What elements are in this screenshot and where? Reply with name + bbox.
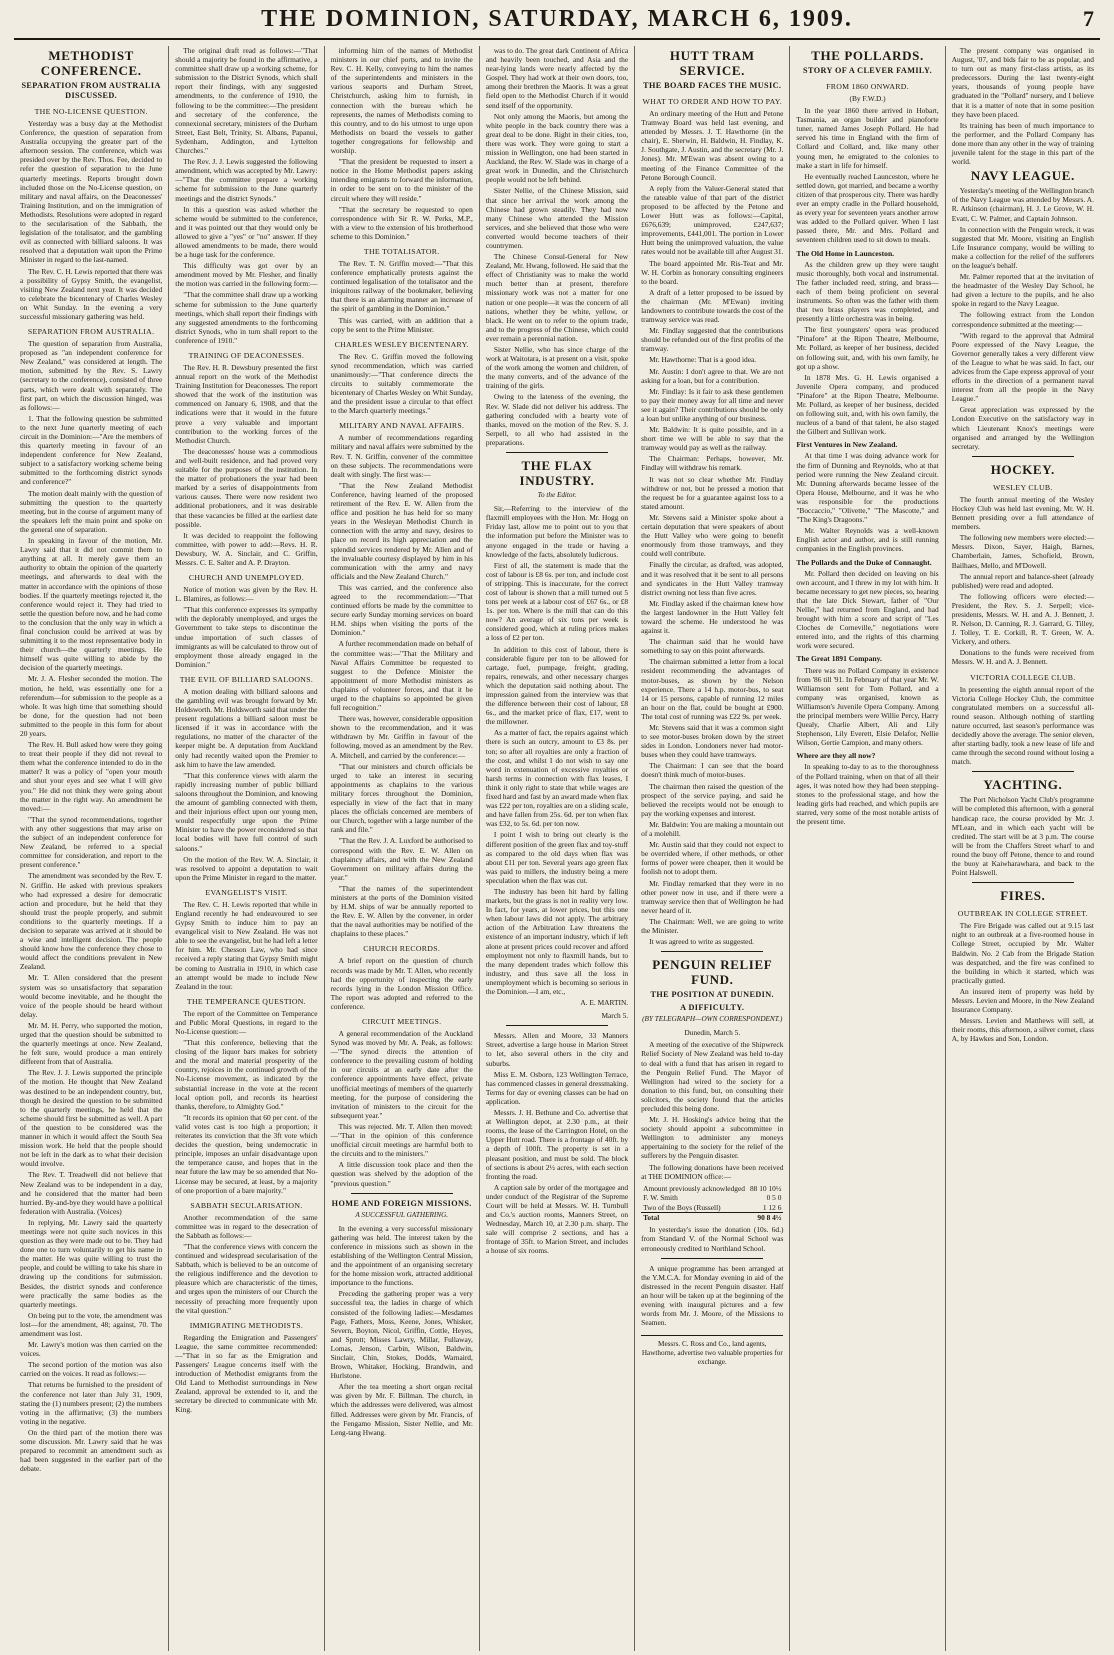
subtitle: (BY TELEGRAPH—OWN CORRESPONDENT.): [642, 1015, 783, 1024]
section-heading: WESLEY CLUB.: [993, 482, 1053, 492]
paragraph: Mr. J. H. Hosking's advice being that the society should appoint a subcommittee in Wellington to administer any moneys appertaining to the society for the relief of the sufferers by the Penguin disaster.: [641, 1115, 784, 1161]
paragraph: Mr. Pollard then decided on leaving on his own account, and I threw in my lot with him. It became necessary to get new pieces, so, hearing that the late Dick Stewart, father of "Our Nellie," had returned from England, and had brought with him a score and script of "Les Cloches de Corneville," negotiations were entered into, and the rights of this charming work were secured.: [796, 568, 939, 651]
paragraph: "That the synod recommendations, together with any other suggestions that may arise on the subject of an independent conference for New Zealand, be referred to a special committee for consideration, and report to the present conference.": [20, 814, 163, 870]
paragraph: The original draft read as follows:—"That should a majority be found in the affirmative, a committee shall draw up a working scheme, for submission to the District Synods, which shall report their findings, with any suggested amendments, to the conference of 1910, the following to be the committee:—The president and secretary of the conference, the connexional secretary, ministers of the Durham Street, East Belt, Trinity, St. Albans, Papanui, Sydenham, Addington, and Lyttelton Churches.": [175, 46, 318, 156]
paragraph: The annual report and balance-sheet (already published) were read and adopted.: [951, 571, 1094, 590]
byline: (By F.W.D.): [849, 94, 886, 103]
headline: THE POLLARDS.: [811, 48, 924, 63]
section-heading: THE EVIL OF BILLIARD SALOONS.: [179, 674, 314, 684]
paragraph: "That the conference views with concern the continued and widespread secularisation of the Sabbath, which is believed to be an outcome of the religious indifference and the devotion to pleasure which are characteristic of the times, and urges upon the ministers of our Church the necessity of preaching more frequently upon the vital question.": [175, 1241, 318, 1315]
paragraph: Messrs. Levien and Matthews will sell, at their rooms, this afternoon, a silver cornet, class A, by Hawkes and Son, London.: [951, 1016, 1094, 1044]
section-heading: CHURCH RECORDS.: [363, 944, 441, 954]
section-heading: CIRCUIT MEETINGS.: [361, 1017, 442, 1026]
paragraph: There was, however, considerable opposition shown to the recommendation, and it was withdrawn by Mr. Griffin in favour of the following, moved as an amendment by the Rev. A. Mitchell, and carried by the conference:—: [330, 714, 473, 760]
section-heading: VICTORIA COLLEGE CLUB.: [970, 672, 1076, 682]
paragraph: After the tea meeting a short organ recital was given by Mr. F. Billman. The church, in which the addresses were delivered, was almost filled. Addresses were given by Mr. Francis, of the Fengamo Mission, Sister Nellie, and Mr. Leng-tang Hwang.: [330, 1382, 473, 1437]
paragraph: The Fire Brigade was called out at 9.15 last night to an outbreak at a five-roomed house in College Street, occupied by Mr. Walter Baldwin. No. 2 Cab from the Brigade Station was despatched, and the fire was confined to the building in which it started, which was practically gutted.: [951, 921, 1094, 985]
paragraph: The following extract from the London correspondence submitted at the meeting:—: [951, 310, 1094, 329]
headline: YACHTING.: [983, 777, 1063, 793]
paragraph: The Rev. T. Treadwell did not believe that New Zealand was to be independent in a day, and he considered that the matter had been hurried. By-and-bye they would have a political federation with Australia. (Voices): [20, 1170, 163, 1216]
paragraph: The Chairman: Perhaps, however, Mr. Findlay will withdraw his remark.: [641, 454, 784, 473]
section-heading: THE TOTALISATOR.: [363, 246, 440, 256]
paragraph: The fourth annual meeting of the Wesley Hockey Club was held last evening, Mr. W. H. Bennett presiding over a full attendance of members.: [951, 494, 1094, 532]
paragraph: The Rev. C. H. Lewis reported that there was a possibility of Gypsy Smith, the evangelist, visiting New Zealand next year. It was decided to celebrate the bicentenary of Charles Wesley on Whit Sunday. In the evening a very successful missionary gathering was held.: [20, 266, 163, 321]
paragraph: Mr. M. H. Perry, who supported the motion, urged that the question should be submitted to the quarterly meetings at once. New Zealand, he felt sure, would produce a man entirely different from that of Australia.: [20, 1020, 163, 1067]
paragraph: The chairman said that he would have something to say on this point afterwards.: [641, 637, 784, 656]
paragraph: Messrs. J. H. Bethune and Co. advertise that at Wellington depot, at 2.30 p.m., at their rooms, the lease of the Carrington Hotel, on the Upper Hutt road. There is a frontage of 40ft. by a depth of 100ft. The property is set in a pleasant position, and must be sold. The block of sections is about 2½ acres, with each section fronting the road.: [485, 1108, 629, 1181]
paragraph: Mr. Findlay: Is it fair to ask these gentlemen to pay their money away for all time and never see it again? Their contributions should be only a loan but unlike anything of our business.: [641, 386, 784, 423]
paragraph: The Chairman: Well, we are going to write the Minister.: [641, 916, 784, 935]
divider-rule: [661, 1258, 763, 1259]
signature: A. E. MARTIN.: [580, 998, 629, 1008]
paragraph: Mr. Baldwin: It is quite possible, and in a short time we will be able to say that the tramway would pay as well as the railway.: [641, 425, 784, 453]
paragraph: Yesterday was a busy day at the Methodist Conference, the question of separation from Australia occupying the greater part of the afternoon session. The conference, which was presided over by the Rev. Thos. Fee, decided to refer the question of separation to the June quarterly meetings. Reports brought down included those on the No-License question, on military and naval affairs, on the Deaconesses' Training Institution, and on the immigration of Methodists. Resolutions were adopted in regard to the secularisation of the Sabbath, the legislation of the totalisator, and the gambling evil as connected with billiard saloons. It was resolved that a deputation wait upon the Prime Minister in regard to the last-named.: [20, 119, 163, 265]
paragraph: Great appreciation was expressed by the London Executive on the satisfactory way in which Lieutenant Knox's meetings were organised and arranged by the Wellington secretary.: [951, 405, 1094, 451]
paragraph: There was no Pollard Company in existence from '86 till '91. In February of that year Mr. W. Williamson sent for Tom Pollard, and a company was organised, known as Williamson's Juvenile Opera Company. Among the principal members were Willie Percy, Harry Quealy, Charlie Albert, Ali and Lily Stephenson, Lily Everett, Elsie Delafor, Nellie Wilson, Gertie Campion, and many others.: [796, 665, 939, 748]
headline: HOCKEY.: [990, 461, 1055, 477]
subheadline: A DIFFICULTY.: [680, 1003, 745, 1013]
donation-row: [641, 1193, 783, 1202]
paragraph: A general recommendation of the Auckland Synod was moved by Mr. A. Peak, as follows:—"The synod directs the attention of conference to the prevailing custom of holding in our circuits at an early date after the conference appointments have effect, private unofficial meetings of members of the quarterly meeting, for the purpose of considering the invitation of ministers to the circuit for the subsequent year.": [330, 1029, 473, 1120]
paragraph: "With regard to the approval that Admiral Poore expressed of the Navy League, the Governor generally takes a very different view of the League to what he was said. In fact, our advices from the Cape express approval of your efforts in the direction of a permanent naval interest from all the people in the Navy League.": [951, 330, 1094, 404]
divider-rule: [351, 1193, 453, 1194]
paragraph: A brief report on the question of church records was made by Mr. T. Allen, who recently had the opportunity of inspecting the early records lying in the London Mission Office. The report was adopted and referred to the conference.: [330, 956, 473, 1011]
paragraph: Sister Nellie, who has since charge of the work at Waitotara, is at present on a visit, spoke of the work among the women and children, of the many converts, and of the advance of the training of the girls.: [485, 345, 629, 391]
paragraph: "That the secretary be requested to open correspondence with Sir R. W. Perks, M.P., with a view to the extension of his brotherhood scheme to this Dominion.": [330, 204, 473, 241]
paragraph: A number of recommendations regarding military and naval affairs were submitted by the Rev. T. N. Griffin, convener of the committee on these subjects. The recommendations were dealt with singly. The first was:—: [330, 433, 473, 479]
paragraph: As the children grew up they were taught music thoroughly, both vocal and instrumental. The father included reed, string, and brass—each of them being proficient on several instruments. So often was the father with them that two brass players was completed, and presently a little orchestra was in being.: [796, 259, 939, 324]
paragraph: 1. That the following question be submitted to the next June quarterly meeting of each circuit in the Dominion:—"Are the members of this quarterly meeting in favour of an independent conference for New Zealand, subject to a satisfactory working scheme being submitted to the forthcoming district synods and conference?": [20, 413, 163, 487]
paragraph: It was agreed to write as suggested.: [649, 937, 754, 947]
subheadline: THE BOARD FACES THE MUSIC.: [643, 81, 782, 90]
paragraph: On the motion of the Rev. W. A. Sinclair, it was resolved to appoint a deputation to wait upon the Prime Minister in regard to the matter.: [175, 854, 318, 882]
paragraph: A caption sale by order of the mortgagee and under conduct of the Registrar of the Supreme Court will be held at Messrs. W. H. Turnbull and Co.'s auction rooms, Manners Street, on Wednesday, March 10, at 2.30 p.m. sharp. The sale will comprise 2 sections, and has a frontage of 35ft. to Marion Street, and includes a house of six rooms.: [485, 1182, 629, 1256]
donations-table: [641, 1184, 783, 1223]
paragraph: I point I wish to bring out clearly is the different position of the green flax and toy-stuff as compared to the old days when flax was about £11 per ton. Several years ago green flax was paid to millers, the industry being a mere speculation when the flax was cut.: [485, 830, 629, 885]
paragraph: This was carried, with an addition that a copy be sent to the Prime Minister.: [330, 315, 473, 334]
paragraph: Mr. Findlay remarked that they were in no other power now in use, and if there were a tramway service then that of Wellington he had never heard of it.: [641, 878, 784, 915]
paragraph: Mr. J. A. Flesher seconded the motion. The motion, he held, was essentially one for a referendum—for submission to the people as a whole. It was high time that something should be done, for the question had not been submitted to the people in this form for about 20 years.: [20, 674, 163, 738]
donation-label: Two of the Boys (Russell): [643, 1202, 721, 1212]
paragraph: The following new members were elected:—Messrs. Dixon, Sayer, Haigh, Barnes, Chamberlain, James, Schofield, Brown, Bailhaes, Mello, and M'Dowell.: [951, 533, 1094, 570]
paragraph: Sir,—Referring to the interview of the flaxmill employees with the Hon. Mr. Hogg on Friday last, allow me to point out to you that the information put before the Minister was to anyone engaged in the trade or having a knowledge of the facts, absolutely ludicrous.: [485, 504, 629, 559]
masthead: [14, 0, 1100, 40]
subheadline: SEPARATION FROM AUSTRALIA DISCUSSED.: [21, 81, 161, 100]
donation-label: Amount previously acknowledged: [643, 1183, 745, 1193]
paragraph: First of all, the statement is made that the cost of labour is £8 6s. per ton, and include cost of stripping. This is inaccurate, for the correct cost of labour is shown that a mill turned out 5 tons per week at a labour cost of £67 6s., or £8 1s. per ton. Where is the mill that can do this now? An average of six tons per week is considered good, which at ruling prices makes a loss of £2 per ton.: [485, 560, 629, 643]
paragraph: "That the names of the superintendent ministers at the ports of the Dominion visited by H.M. ships of war be annually reported to the Rev. E. W. Allen by the convener, in order that the naval authorities may be notified of the chaplains to these places.": [330, 883, 473, 939]
donation-amount: 1 12 6: [762, 1202, 782, 1212]
subtitle: A SUCCESSFUL GATHERING.: [355, 1210, 449, 1219]
paragraph: "That this conference views with alarm the rapidly increasing number of public billiard saloons throughout the Dominion, and knowing the amount of gambling connected with them, and their injurious effect upon our young men, would respectfully urge upon the Prime Minister to have the power reconsidered so that local bodies will have full control of such saloons.": [175, 770, 318, 853]
paragraph: The industry has been hit hard by falling markets, but the grass is not in reality very low. In fact, for years, at lower prices, but this one when labour laws did not apply. The arbitrary action of the Arbitration Law threatens the existence of an important industry, which if left alone at present prices could recover and afford employment not only to flaxmill hands, but to the many dependent trades which follow this industry, and thus save all the loss in unemployment which is becoming so serious in the Dominion.—I am, etc.,: [485, 886, 629, 996]
headline: FIRES.: [1000, 888, 1046, 904]
paragraph: Not only among the Maoris, but among the white people in the back country there was a great deal to be done. Right in their cities, too, there was work. They were going to start a mission in Wellington, one had been started in Auckland, the Rev. W. Slade was in charge of a great work in Dunedin, and the Christchurch people would not be left behind.: [485, 111, 629, 185]
subheadline: STORY OF A CLEVER FAMILY.: [803, 66, 933, 75]
paragraph: A unique programme has been arranged at the Y.M.C.A. for Monday evening in aid of the distressed in the recent Penguin disaster. Half an hour will be taken up at the beginning of the evening with inaugural pictures and a few words from Mr. J. Moore, of the Missions to Seamen.: [641, 1263, 784, 1328]
paragraph: Mr. T. Allen considered that the present system was so unsatisfactory that separation would become inevitable, and he thought the voice of the people should be heard without delay.: [20, 973, 163, 1019]
paragraph: The following officers were elected:—President, the Rev. S. J. Serpell; vice-presidents, Messrs. W. H. and A. J. Bennett, J. R. Nelson, D. Canning, R. J. Garrard, G. Tilley, J. Tolley, T. E. Corkill, R. T. Green, W. A. Vickery, and others.: [951, 591, 1094, 647]
paragraph: On being put to the vote, the amendment was lost—for the amendment, 48; against, 70. The amendment was lost.: [20, 1310, 163, 1338]
page-number: 7: [1083, 6, 1094, 31]
column-2: [169, 46, 324, 1651]
paragraph: A reply from the Valuer-General stated that the rateable value of that part of the district proposed to be affected by the Petone and Lower Hutt was as follows:—Capital, £676,639; unimproved, £247,637; improvements, £441,001. The portion in Lower Hutt being the unimproved valuation, the value rates would not be available till after August 31.: [641, 183, 784, 257]
divider-rule: [661, 951, 763, 952]
side-heading: Where are they all now?: [796, 751, 876, 761]
paragraph: The present company was organised in August, '07, and bids fair to be as popular, and to turn out as many first-class artists, as its predecessors. During the last twenty-eight years, thousands of young people have graduated in the "Pollard" nursery, and I believe that it is a matter of note that in some position they have been placed.: [951, 46, 1094, 119]
side-heading: First Ventures in New Zealand.: [796, 440, 898, 450]
paragraph: The amendment was seconded by the Rev. T. N. Griffin. He asked with previous speakers who had expressed a desire for democratic action and procedure, but he held that they should trust the people properly, and submit conditions to the quarterly meetings. If a decision to separate was arrived at it should be a wise and intelligent decision. The people should know how the conference they chose to would affect the conditions prevalent in New Zealand.: [20, 871, 163, 972]
section-heading: TRAINING OF DEACONESSES.: [188, 351, 305, 360]
divider-rule: [506, 1025, 608, 1026]
subtitle: To the Editor.: [537, 491, 577, 500]
paragraph: The Chinese Consul-General for New Zealand, Mr. Hwang, followed. He said that the effect of Christianity was to make the world much better than at present, therefore missionary work was not a matter for one nation or one people—it was the concern of all nations, whether they be white, yellow, or black. He went on to refer to the opium trade, and to the progress of the Chinese, which could ever remain a perennial nation.: [485, 252, 629, 343]
paragraph: The Rev. J. J. Lewis supported the principle of the motion. He thought that New Zealand was destined to be an independent country, but, though he desired the question to be submitted to the quarterly meetings, he held that the scheme should first be submitted as well. A part of the question to be considered was the manner in which it would affect the South Sea mission work. He held that the people should not be left in the dark as to what their decision would involve.: [20, 1068, 163, 1169]
paragraph: Mr. Austin: I don't agree to that. We are not asking for a loan, but for a contribution.: [641, 366, 784, 385]
headline: NAVY LEAGUE.: [970, 168, 1075, 184]
section-heading: CHURCH AND UNEMPLOYED.: [188, 573, 304, 583]
paragraph: An ordinary meeting of the Hutt and Petone Tramway Board was held last evening, and attended by Messrs. J. T. Hawthorne (in the chair), E. Sherwin, H. Baldwin, H. Findlay, K. J. Southgate, J. Austin, and the secretary (Mr. J. Jones). Mr. M'Ewan was absent owing to a meeting of the Finance Committee of the Petone Borough Council.: [641, 109, 784, 182]
paragraph: The Rev. J. J. Lewis suggested the following amendment, which was accepted by Mr. Lawry:—"That the committee prepare a working scheme for submission to the June quarterly meetings and the district Synods.": [175, 157, 318, 203]
paragraph: Messrs. Allen and Moore, 33 Manners Street, advertise a large house in Marion Street to let, also several others in the city and suburbs.: [485, 1031, 629, 1068]
donation-total-row: [641, 1212, 783, 1222]
donation-label: F. W. Smith: [643, 1193, 678, 1203]
paragraph: In speaking in favour of the motion, Mr. Lawry said that it did not commit them to anything at all. It merely gave them an authority to obtain the opinion of the quarterly meetings, and afterwards to deal with the matter in accordance with the opinions of those bodies. If the quarterly meetings rejected it, the conference would reject it. They had tried to settle the question before now, and he had come to the conclusion that the only way in which a final conclusion could be arrived at was by submitting it to the most representative body in their church—the quarterly meetings. He himself was quite willing to abide by the decision of the quarterly meetings.: [20, 536, 163, 673]
paragraph: Mr. Stevens said a Minister spoke about a certain deputation that were speakers of about the Hutt Valley who were going to benefit enormously from those tramways, and they could well contribute.: [641, 512, 784, 559]
side-heading: The Great 1891 Company.: [796, 654, 882, 664]
paragraph: Another recommendation of the same committee was in regard to the desecration of the Sabbath as follows:—: [175, 1212, 318, 1240]
paragraph: In this a question was asked whether the scheme would be submitted to the conference, and it was pointed out that they would only be allowed to give a "yes" or "no" answer. If they allowed amendments to be made, there would be a huge task for the conference.: [175, 204, 318, 260]
divider-rule: [506, 452, 608, 453]
donation-total-amount: 90 8 4½: [748, 1212, 784, 1222]
subheadline: HOME AND FOREIGN MISSIONS.: [331, 1198, 472, 1208]
paragraph: The board appointed Mr. Ris-Teat and Mr. W. H. Corbin as honorary consulting engineers to the board.: [641, 258, 784, 286]
paragraph: Regarding the Emigration and Passengers' League, the same committee recommended:—"That in so far as the Emigration and Passengers' League concerns itself with the introduction of Methodist emigrants from the Old Land to Methodist surroundings in New Zealand, approval be extended to it, and the secretary be directed to communicate with Mr. King.: [175, 1332, 318, 1415]
paragraph: Mr. Hawthorne: That is a good idea.: [649, 355, 757, 365]
paragraph: The Rev. C. Griffin moved the following synod recommendation, which was carried unanimously:—"That conference directs the circuits to suitably commemorate the bicentenary of Charles Wesley on Whit Sunday, and the president issue a circular to that effect to the March quarterly meetings.": [330, 351, 473, 416]
section-heading: MILITARY AND NAVAL AFFAIRS.: [339, 421, 465, 431]
paragraph: As a matter of fact, the repairs against which there is such an outcry, amount to £3 8s. per ton; so after all royalties are only a fraction of the cost, and whilst I do not wish to say one word in extenuation of excessive royalties or harsh terms in connection with flax leases, I think it only right to state that while wages are fixed hard and fast by an award made when flax was £22 per ton, royalties are on a sliding scale, and have fallen from 25s. 6d. per ton when flax was £32, to 5s. 6d. per ton now.: [485, 728, 629, 829]
paragraph: The question of separation from Australia, proposed as "an independent conference for New Zealand," was considered at length. The motion, submitted by the Rev. S. Lawry (secretary to the conference), consisted of three parts, which were dealt with separately. The first part, on which the discussion hinged, was as follows:—: [20, 339, 163, 412]
paragraph: Mr. Stevens said that it was a common sight to see motor-buses broken down by the street sides in London. Londoners never had motor-buses when they could have tramways.: [641, 723, 784, 760]
side-heading: The Pollards and the Duke of Connaught.: [796, 557, 932, 567]
section-heading: IMMIGRATING METHODISTS.: [189, 1320, 304, 1330]
paragraph: "That this conference, believing that the closing of the liquor bars makes for sobriety and the moral and material prosperity of the country, rejoices in the continued growth of the No-License movement, as indicated by the substantial increase in the vote at the recent local option poll, and records its heartiest thanks, therefore, to Almighty God.": [175, 1038, 318, 1111]
paragraph: An insured item of property was held by Messrs. Levien and Moore, in the New Zealand Insurance Company.: [951, 986, 1094, 1015]
paragraph: Finally the circular, as drafted, was adopted, and it was resolved that it be sent to all persons and syndicates in the Hutt Valley tramway district owning not less than five acres.: [641, 560, 784, 597]
paragraph: The second portion of the motion was also carried on the voices. It read as follows:—: [20, 1360, 163, 1379]
paragraph: Miss E. M. Osborn, 123 Wellington Terrace, has commenced classes in general dressmaking. Terms for day or evening classes can be had on application.: [485, 1069, 629, 1106]
paragraph: Mr. Baldwin: You are making a mountain out of a molehill.: [641, 819, 784, 839]
paragraph: In addition to this cost of labour, there is considerable figure per ton to be allowed for cartage, fuel, pumpage, freight, grading, repairs, renewals, and other necessary charges which the deputation said nothing about. The impression gained from the interview was that the difference between their cost of labour, £8 6s., and the market price of flax, £17, went to the millowner.: [485, 644, 629, 727]
paragraph: Preceding the gathering proper was a very successful tea, the ladies in charge of which consisted of the following ladies:—Mesdames Page, Fathers, Moss, Keene, Jones, Whisker, Severn, Boyton, Nicol, Griffin, Cottle, Heyes, and Sprott; Misses Lawry, Millar, Fullaway, Lomas, Jenson, Carbin, Wilson, Baldwin, Sinclair, Chin, Stokes, Dodds, Warnaird, Brown, Whitaker, Hocking, Brandwin, and Hurlstone.: [330, 1289, 473, 1381]
headline: THE FLAX INDUSTRY.: [519, 458, 595, 489]
paragraph: It was decided to reappoint the following committee, with power to add:—Revs. H. R. Dewsbury, W. A. Sinclair, and C. Griffin, Messrs. C. E. Salter and A. P. Drayton.: [175, 530, 318, 567]
section-heading: THE TEMPERANCE QUESTION.: [186, 996, 306, 1006]
paragraph: Its training has been of much importance to the performer, and the Pollard Company has done more than any other in the way of training juvenile talent for the stage in this part of the world.: [951, 120, 1094, 167]
paragraph: The Port Nicholson Yacht Club's programme will be completed this afternoon, with a general handicap race, the course provided by Mr. J. M'Lean, and in which each yacht will be credited. The start will be at 3 p.m. The course will be from the Chaffers Street wharf to and round the buoy off Petone, thence to and round the buoy at Kaiwharawhara, and back to the Point Halswell.: [951, 795, 1094, 878]
paragraph: The chairman submitted a letter from a local resident recommending the advantages of motor-buses, as shown by the Nelson experience. There a 14 h.p. motor-bus, to seat 14 or 15 persons, capable of running 12 miles an hour on the flat, could be bought at £900. The total cost of running was £22 9s. per week.: [641, 657, 784, 721]
paragraph: Yesterday's meeting of the Wellington branch of the Navy League was attended by Messrs. A. R. Atkinson (chairman), H. J. Le Grove, W. H. Evatt, C. W. Palmer, and Captain Johnson.: [951, 186, 1094, 223]
byline: Dunedin, March 5.: [684, 1028, 741, 1038]
section-heading: OUTBREAK IN COLLEGE STREET.: [957, 909, 1088, 919]
paragraph: "That the president be requested to insert a notice in the Home Methodist papers asking intending emigrants to forward the information, in order to be sent on to the minister of the circuit where they will reside.": [330, 157, 473, 203]
divider-rule: [972, 456, 1074, 457]
headline: PENGUIN RELIEF FUND.: [652, 957, 773, 988]
paragraph: Mr. Austin said that they could not expect to be overrided where, if other methods, or other forms of power were cheaper, then it would be foolish not to adopt them.: [641, 840, 784, 877]
paragraph: That returns be furnished to the president of the conference not later than July 31, 1909, stating the (1) numbers present; (2) the numbers voting in the affirmative; (3) the numbers voting in the negative.: [20, 1380, 163, 1426]
paragraph: In the evening a very successful missionary gathering was held. The interest taken by the conference in missions such as shown in the establishing of the Wellington Central Mission, and the appointment of an organising secretary for the home mission work, attracted additional importance to the functions.: [330, 1223, 473, 1288]
columns-container: [14, 46, 1100, 1651]
paragraph: The Rev. H. Bull asked how were they going to treat their people if they did not reveal to them what the conference intended to do in the matter? It was a policy of "open your mouth and shut your eyes and see what I will give you." He did not think they were going about the matter in the right way. An amendment he moved:—: [20, 740, 163, 813]
paragraph: The Rev. C. H. Lewis reported that while in England recently he had endeavoured to see Gypsy Smith to induce him to pay an evangelical visit to New Zealand. He was not able to see the evangelist, but he had left a letter for him. Mr. Chesson Law, who had since received a reply stating that Gypsy Smith might be coming to Australia in 1910, in which case an attempt would be made to include New Zealand in the tour.: [175, 899, 318, 991]
paragraph: The Chairman: I can see that the board doesn't think much of motor-buses.: [641, 761, 784, 780]
paragraph: "It records its opinion that 60 per cent. of the valid votes cast is too high a proportion; it reiterates its conviction that the 3ft vote which decides the question, being undemocratic in principle, imposes an unfair disadvantage upon the temperance cause, and hopes that in the near future the law may be so amended that No-License may be secured, at least, by a majority of one proportion of a bare majority.": [175, 1112, 318, 1195]
paragraph: Mr. Palmer reported that at the invitation of the headmaster of the Wesley Day School, he had given a lecture to the pupils, and he also spoke in regard to the Navy League.: [951, 272, 1094, 309]
paragraph: In replying, Mr. Lawry said the quarterly meetings were not quite such novices in this question as they were made out to be. They had done one to turn voluntarily to get his name in the matter. He was quite willing to trust the people, and could be willing to take his share in drawing up the conditions for submission. Besides, the district synods and conference were practically the same bodies as the quarterly meetings.: [20, 1217, 163, 1309]
paragraph: The first youngsters' opera was produced "Pinafore" at the Ripon Theatre, Melbourne, Mr. Pollard, as keeper of her business, decided on following suit, and, with his own family, he got up a show.: [796, 325, 939, 371]
paragraph: The deaconesses' house was a commodious and well-built residence, and had proved very suitable for the purposes of the institution. In the matter of probationers the year had been marked by a series of disappointments from various causes. There were now resident two additional probationers, and it was desirable that these vacancies be filled at the earliest date possible.: [175, 446, 318, 529]
section-heading: CHARLES WESLEY BICENTENARY.: [334, 339, 469, 349]
paragraph: A further recommendation made on behalf of the committee was:—"That the Military and Naval Affairs Committee be requested to suggest to the Defence Minister the appointment of more Methodist ministers as chaplains of volunteer forces, and that it be urged to the chaplains so appointed be given full recognition.": [330, 639, 473, 713]
donation-total-label: Total: [641, 1212, 748, 1222]
paragraph: Notice of motion was given by the Rev. H. L. Blamires, as follows:—: [175, 585, 318, 604]
paragraph: Mr. Findlay suggested that the contributions should be refunded out of the first profits of the tramway.: [641, 326, 784, 354]
section-heading: FROM 1860 ONWARD.: [826, 82, 909, 91]
section-heading: THE NO-LICENSE QUESTION.: [34, 107, 148, 116]
column-5: [635, 46, 790, 1651]
section-heading: SEPARATION FROM AUSTRALIA.: [27, 327, 155, 337]
donation-amount: 0 5 0: [766, 1193, 782, 1203]
column-6: [790, 46, 945, 1651]
section-heading: EVANGELIST'S VISIT.: [205, 887, 288, 897]
paragraph: Owing to the lateness of the evening, the Rev. W. Slade did not deliver his address. The gathering concluded with a hearty vote of thanks, moved on the motion of the Rev. S. J. Serpell, to all who had assisted in the preparations.: [485, 392, 629, 447]
paragraph: A meeting of the executive of the Shipwreck Relief Society of New Zealand was held to-day to deal with a fund that has arisen in regard to the Penguin Relief Fund. The Mayor of Wellington had wired to the society for a donation to this fund, but, on consulting their solicitors, the society found that the articles precluded this being done.: [641, 1040, 784, 1113]
donation-row: [641, 1203, 783, 1213]
advertisement: Messrs. C. Ross and Co., land agents, Hawthorne, advertise two valuable properties for exchange.: [641, 1335, 783, 1367]
donation-amount: 88 10 10½: [749, 1183, 782, 1193]
divider-rule: [972, 882, 1074, 883]
paragraph: The report of the Committee on Temperance and Public Moral Questions, in regard to the No-License question:—: [175, 1008, 318, 1036]
paragraph: In speaking to-day to as to the thoroughness of the Pollard training, when on that of all their ages, it was noted how they had been stepping-stones to the professional stage, and how the leading girls had reached, and which pupils are starred, very some of the most notable artists of the present time.: [796, 762, 939, 827]
paragraph: This was rejected. Mr. T. Allen then moved:—"That in the opinion of this conference unofficial circuit meetings are harmful both to the circuits and to the ministers.": [330, 1121, 473, 1159]
column-3: [325, 46, 480, 1651]
paragraph: informing him of the names of Methodist ministers in our chief ports, and to invite the Rev. C. H. Kelly, conveying to him the names of the superintendents and ministers in the various seaports and Durham Street, Christchurch, asking him to furnish, in connection with the bureau which he represents, the names of Methodists coming to this country, and to do his utmost to urge upon Methodists on board the vessels to gather together congregations for fellowship and worship.: [330, 46, 473, 156]
masthead-title: THE DOMINION, SATURDAY, MARCH 6, 1909.: [261, 5, 853, 32]
paragraph: "That the New Zealand Methodist Conference, having learned of the proposed retirement of the Rev. E. W. Allen from the office and position he has held for so many years in the Wesleyan Methodist Church in connection with the army and navy, desires to place on record its high appreciation and the splendid services rendered by Mr. Allen and of the invaluable courtesy displayed by him in his communication with the army and navy officials and the New Zealand Church.": [330, 480, 473, 581]
paragraph: In connection with the Penguin wreck, it was suggested that Mr. Moore, visiting an English Life Insurance company, would be willing to make a collection for the relief of the sufferers on the league's behalf.: [951, 224, 1094, 270]
paragraph: This difficulty was got over by an amendment moved by Mr. Flesher, and finally the motion was carried in the following form:—: [175, 261, 318, 289]
paragraph: "That the Rev. J. A. Luxford be authorised to correspond with the Rev. E. W. Allen on chaplaincy affairs, and with the New Zealand Government on military affairs during the year.": [330, 836, 473, 882]
paragraph: At that time I was doing advance work for the firm of Dunning and Reynolds, who at that period were running the New Zealand circuit. Mr. Dunning afterwards became lessee of the Opera House, Melbourne, and it was he who was responsible for the productions "Boccaccio," "Olivette," "The Mascotte," and "The King's Dragoons.": [796, 451, 939, 525]
paragraph: "That our ministers and church officials be urged to take an interest in securing appointments as chaplains to the various military forces throughout the Dominion, especially in view of the fact that in many places the officials concerned are members of our Church, together with a large number of the rank and file.": [330, 761, 473, 835]
paragraph: He eventually reached Launceston, where he settled down, got married, and became a worthy citizen of that prosperous city. There was hardly ever an empty cradle in the Pollard household, as every year for seventeen years another arrow was added to the Pollard quiver. When I last passed there, Mr. and Mrs. Pollard and seventeen children used to sit down to meals.: [796, 171, 939, 245]
signature: March 5.: [601, 1011, 629, 1021]
paragraph: It was not so clear whether Mr. Findlay withdrew or not, but he pressed a motion that the request be for a guarantee against loss to a stated amount.: [641, 474, 784, 511]
paragraph: A draft of a letter proposed to be issued by the chairman (Mr. M'Ewan) inviting landowners to contribute towards the cost of the tramway service was read.: [641, 287, 784, 325]
column-7: [946, 46, 1100, 1651]
paragraph: Donations to the funds were received from Messrs. W. H. and A. J. Bennett.: [951, 648, 1094, 667]
paragraph: The chairman then raised the question of the prospect of the service paying, and said he believed the receipts would not be enough to pay the working expenses and interest.: [641, 781, 784, 818]
paragraph: This was carried, and the conference also agreed to the recommendation:—"That continued efforts be made by the committee to secure early Sunday morning services on board H.M. ships when visiting the ports of the Dominion.": [330, 582, 473, 638]
headline: METHODIST CONFERENCE.: [40, 48, 142, 78]
donation-row: [641, 1184, 783, 1193]
paragraph: The motion dealt mainly with the question of submitting the question to the quarterly meeting, but in the course of argument many of the speakers left the main point and spoke on the general one of separation.: [20, 488, 163, 534]
column-4: [480, 46, 635, 1651]
section-heading: SABBATH SECULARISATION.: [190, 1200, 303, 1210]
side-heading: The Old Home in Launceston.: [796, 248, 895, 258]
paragraph: Mr. Findlay asked if the chairman knew how the largest landowner in the Hutt Valley felt toward the scheme. He understood he was against it.: [641, 598, 784, 636]
column-1: [14, 46, 169, 1651]
paragraph: "That this conference expresses its sympathy with the deplorably unemployed, and urges the Government to take steps to discontinue the undue importation of such classes of immigrants as will be calculated to throw out of employment those already engaged in the Dominion.": [175, 605, 318, 669]
paragraph: In presenting the eighth annual report of the Victoria College Hockey Club, the committee congratulated members on a successful all-round season. Although nothing of startling nature occurred, last season's performance was decidedly above the average. The senior eleven, after starting badly, took a new lease of life and came through the second round without losing a match.: [951, 684, 1094, 767]
paragraph: A little discussion took place and then the question was shelved by the adoption of the "previous question.": [330, 1160, 473, 1188]
paragraph: was to do. The great dark Continent of Africa and heavily been touched, and Asia and the near-lying lands were nearly affected by the Gospel. They had work at their own doors, too, among their brethren the Maoris. It was a great field open to the Methodist Church if it would send itself of the opportunity.: [485, 46, 629, 110]
divider-rule: [972, 771, 1074, 772]
paragraph: The Rev. T. N. Griffin moved:—"That this conference emphatically protests against the continued legalisation of the totalisator and the iniquitous railway of the bookmaker, believing that there is an alarming manner an increase of the spirit of gambling in the Dominion.": [330, 258, 473, 314]
paragraph: Mr. Lawry's motion was then carried on the voices.: [20, 1340, 163, 1359]
headline: HUTT TRAM SERVICE.: [669, 48, 755, 78]
paragraph: In the year 1860 there arrived in Hobart, Tasmania, an organ builder and pianoforte tuner, named James Joseph Pollard. He had served his time in England with the firm of Collard and Collard, and, like many other young men, he emigrated to the colonies to make a start in life for himself.: [796, 106, 939, 170]
paragraph: In 1878 Mrs. G. H. Lewis organised a Juvenile Opera company, and produced "Pinafore" at the Ripon Theatre, Melbourne. Mr. Pollard, as keeper of her business, decided on following suit, and, with his own family, the nucleus of a band of that talent, he also staged the Gilbert and Sullivan work.: [796, 372, 939, 437]
section-heading: WHAT TO ORDER AND HOW TO PAY.: [642, 97, 782, 106]
paragraph: On the third part of the motion there was some discussion. Mr. Lawry said that he was prepared to recommit an amendment such as had been suggested in the earlier part of the debate.: [20, 1427, 163, 1474]
paragraph: "That the committee shall draw up a working scheme for submission to the June quarterly meetings, which shall report their findings with any suggested amendments to the forthcoming district Synods, who in turn shall report to the conference of 1910.": [175, 290, 318, 345]
paragraph: The Rev. H. R. Dewsbury presented the first annual report on the work of the Methodist Training Institution for Deaconesses. The report showed that the work of the institution was commenced on January 6, 1908, and that the indications were that it would in the future prove a very valuable and important contribution to the working forces of the Methodist Church.: [175, 363, 318, 445]
subheadline: THE POSITION AT DUNEDIN.: [650, 990, 775, 1000]
paragraph: Mr. Walter Reynolds was a well-known English actor and author, and is still running companies in the English provinces.: [796, 526, 939, 554]
paragraph: The following donations have been received at THE DOMINION office:—: [641, 1162, 784, 1181]
paragraph: Sister Nellie, of the Chinese Mission, said that since her arrival the work among the Chinese had grown steadily. They had now many Chinese who attended the Mission services, and she believed that those who were converted would become teachers of their countrymen.: [485, 186, 629, 250]
paragraph: A motion dealing with billiard saloons and the gambling evil was brought forward by Mr. Holdsworth. Mr. Holdsworth said that under the present regulations a billiard saloon must be licensed if it was in accordance with the regulations, no matter of the character of the keeper might be. A deputation from Auckland only had recently waited upon the Premier to ask him to have the law amended.: [175, 686, 318, 769]
paragraph: In yesterday's issue the donation (10s. 6d.) from Standard V. of the Normal School was erroneously credited to Northland School.: [641, 1225, 784, 1253]
